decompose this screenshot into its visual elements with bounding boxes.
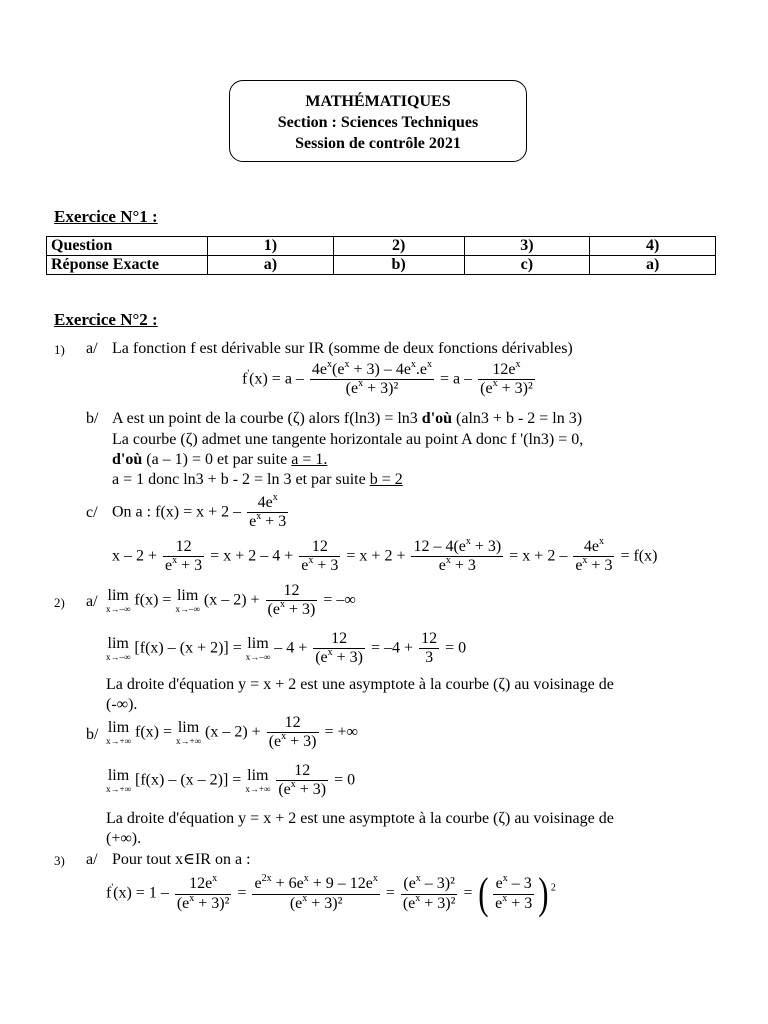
- formula-limit-minus-inf: lim x→–∞ f(x) = lim x→–∞ (x – 2) + $\frac{12}{(e^x + 3)}$ = –∞: [106, 582, 356, 619]
- answers-table: [46, 236, 716, 275]
- session-title: Session de contrôle 2021: [295, 135, 461, 152]
- header-box: [229, 80, 527, 162]
- paragraph-line: La courbe (ζ) admet une tangente horizontale au point A donc f '(ln3) = 0,: [112, 431, 584, 448]
- formula-asymptote-plus-inf: lim x→+∞ [f(x) – (x – 2)] = lim x→+∞ $\frac{12}{(e^x + 3)}$ = 0: [106, 762, 356, 799]
- part-label: a/: [86, 851, 98, 868]
- paragraph-line: La droite d'équation y = x + 2 est une asymptote à la courbe (ζ) au voisinage de: [106, 676, 614, 693]
- question-number: 3): [54, 853, 65, 868]
- table-cell: 1): [208, 237, 334, 256]
- paragraph-line: A est un point de la courbe (ζ) alors f(ln3) = ln3 d'où (aln3 + b - 2 = ln 3): [112, 410, 583, 427]
- formula-derivative: f'(x) = a – $\frac{4e^x(e^x + 3) - 4e^x.e^x}{(e^x + 3)^2}$ = a – $\frac{12e^x}{(e^x + 3)^2}$: [242, 359, 533, 398]
- formula-asymptote-minus-inf: lim x→–∞ [f(x) – (x + 2)] = lim x→–∞ – 4 + $\frac{12}{(e^x + 3)}$ = –4 + $\frac{12}{3}$ = 0: [106, 630, 467, 667]
- paragraph-line: La droite d'équation y = x + 2 est une asymptote à la courbe (ζ) au voisinage de: [106, 810, 614, 827]
- part-label: a/: [86, 340, 98, 357]
- table-cell: 4): [590, 237, 716, 256]
- table-cell: a): [590, 256, 716, 275]
- table-row: [47, 237, 716, 256]
- question-number: 2): [54, 595, 65, 610]
- section-title: Section : Sciences Techniques: [277, 114, 479, 131]
- table-cell: b): [333, 256, 464, 275]
- part-label: c/: [86, 504, 98, 521]
- part-label: b/: [86, 726, 99, 743]
- subject-title: MATHÉMATIQUES: [305, 93, 451, 110]
- exercise-1-title: Exercice N°1 :: [54, 207, 158, 226]
- table-cell: Réponse Exacte: [47, 256, 208, 275]
- paragraph-line: d'où (a – 1) = 0 et par suite a = 1.: [112, 451, 328, 468]
- table-cell: a): [208, 256, 334, 275]
- question-number: 1): [54, 342, 65, 357]
- paragraph-line: a = 1 donc ln3 + b - 2 = ln 3 et par suite b = 2: [112, 471, 403, 488]
- table-cell: 3): [464, 237, 590, 256]
- part-label: b/: [86, 410, 99, 427]
- exercise-2-title: Exercice N°2 :: [54, 310, 158, 329]
- paragraph-line: (+∞).: [106, 830, 142, 847]
- formula-limit-plus-inf: lim x→+∞ f(x) = lim x→+∞ (x – 2) + $\frac{12}{(e^x + 3)}$ = +∞: [106, 714, 358, 751]
- paragraph-line: (-∞).: [106, 696, 138, 713]
- table-cell: c): [464, 256, 590, 275]
- formula-derivative-sign: f'(x) = 1 – $\frac{12e^x}{(e^x + 3)^2}$ = $\frac{e^{2x} + 6e^x + 9 - 12e^x}{(e^x + 3)^2}$ = $\frac{(e^x - 3)^2}{(e^x + 3)^2}$ = ( $\frac{e^x - 3}{e^x + 3}$ ) $^2$: [106, 869, 556, 918]
- table-row: [47, 256, 716, 275]
- paragraph-line: Pour tout x∈IR on a :: [112, 851, 251, 868]
- formula-verification: x – 2 + $\frac{12}{e^x + 3}$ = x + 2 – 4 + $\frac{12}{e^x + 3}$ = x + 2 + $\frac{12 - 4(e^x + 3)}{e^x + 3}$ = x + 2 – $\frac{4e^x}{e^x + 3}$ = f(x): [112, 536, 658, 575]
- paragraph: La fonction f est dérivable sur IR (somme de deux fonctions dérivables): [112, 340, 573, 357]
- formula-f: On a : f(x) = x + 2 – $\frac{4e^x}{e^x + 3}$: [112, 492, 287, 531]
- table-cell: 2): [333, 237, 464, 256]
- table-cell: Question: [47, 237, 208, 256]
- part-label: a/: [86, 593, 98, 610]
